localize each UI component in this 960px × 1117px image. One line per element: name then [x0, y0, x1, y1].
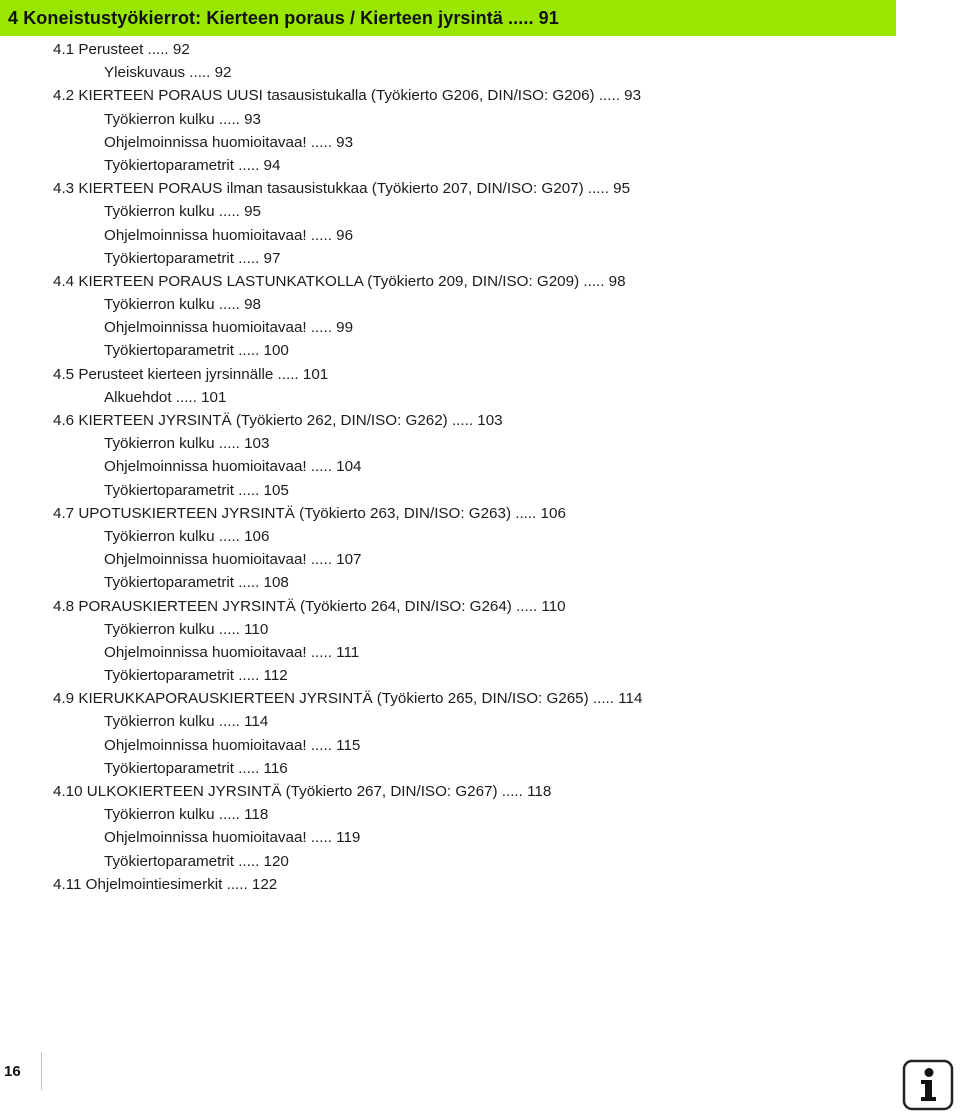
toc-subsection-entry[interactable]: Yleiskuvaus ..... 92 [104, 64, 232, 82]
toc-subsection-entry[interactable]: Ohjelmoinnissa huomioitavaa! ..... 115 [104, 736, 361, 754]
toc-subsection-entry[interactable]: Työkiertoparametrit ..... 100 [104, 342, 289, 360]
toc-subsection-entry[interactable]: Ohjelmoinnissa huomioitavaa! ..... 119 [104, 829, 361, 847]
toc-section-entry[interactable]: 4.2 KIERTEEN PORAUS UUSI tasausistukalla (Työkierto G206, DIN/ISO: G206) ..... 93 [53, 87, 642, 105]
toc-subsection-entry[interactable]: Ohjelmoinnissa huomioitavaa! ..... 107 [104, 551, 362, 569]
toc-subsection-entry[interactable]: Työkiertoparametrit ..... 94 [104, 156, 281, 174]
toc-subsection-entry[interactable]: Työkierron kulku ..... 95 [104, 203, 262, 221]
toc-subsection-entry[interactable]: Työkiertoparametrit ..... 97 [104, 249, 281, 267]
page-number: 16 [0, 1052, 42, 1090]
toc-subsection-entry[interactable]: Työkierron kulku ..... 110 [104, 620, 269, 638]
toc-section-entry[interactable]: 4.4 KIERTEEN PORAUS LASTUNKATKOLLA (Työkierto 209, DIN/ISO: G209) ..... 98 [53, 272, 626, 290]
toc-subsection-entry[interactable]: Alkuehdot ..... 101 [104, 388, 227, 406]
toc-subsection-entry[interactable]: Työkierron kulku ..... 118 [104, 806, 269, 824]
toc-subsection-entry[interactable]: Ohjelmoinnissa huomioitavaa! ..... 96 [104, 226, 354, 244]
toc-subsection-entry[interactable]: Ohjelmoinnissa huomioitavaa! ..... 99 [104, 319, 354, 337]
toc-subsection-entry[interactable]: Työkierron kulku ..... 98 [104, 296, 262, 314]
toc-subsection-entry[interactable]: Ohjelmoinnissa huomioitavaa! ..... 111 [104, 643, 360, 661]
toc-section-entry[interactable]: 4.7 UPOTUSKIERTEEN JYRSINTÄ (Työkierto 263, DIN/ISO: G263) ..... 106 [53, 504, 566, 522]
toc-subsection-entry[interactable]: Työkiertoparametrit ..... 105 [104, 481, 289, 499]
toc-section-entry[interactable]: 4.1 Perusteet ..... 92 [53, 41, 190, 58]
toc-subsection-entry[interactable]: Työkiertoparametrit ..... 108 [104, 574, 289, 592]
toc-subsection-entry[interactable]: Työkiertoparametrit ..... 120 [104, 852, 289, 870]
toc-subsection-entry[interactable]: Työkierron kulku ..... 114 [104, 713, 269, 731]
toc-section-entry[interactable]: 4.9 KIERUKKAPORAUSKIERTEEN JYRSINTÄ (Työkierto 265, DIN/ISO: G265) ..... 114 [53, 690, 643, 708]
info-icon-graphic [902, 1059, 954, 1111]
toc-subsection-entry[interactable]: Työkiertoparametrit ..... 112 [104, 667, 288, 685]
toc-subsection-entry[interactable]: Työkierron kulku ..... 106 [104, 527, 270, 545]
toc-subsection-entry[interactable]: Ohjelmoinnissa huomioitavaa! ..... 104 [104, 458, 362, 476]
toc-section-entry[interactable]: 4.6 KIERTEEN JYRSINTÄ (Työkierto 262, DIN/ISO: G262) ..... 103 [53, 412, 503, 429]
toc-subsection-entry[interactable]: Työkierron kulku ..... 93 [104, 110, 262, 128]
toc-subsection-entry[interactable]: Ohjelmoinnissa huomioitavaa! ..... 93 [104, 133, 354, 151]
chapter-title-banner[interactable]: 4 Koneistustyökierrot: Kierteen poraus / Kierteen jyrsintä ..... 91 [0, 0, 896, 36]
toc-section-entry[interactable]: 4.3 KIERTEEN PORAUS ilman tasausistukkaa (Työkierto 207, DIN/ISO: G207) ..... 95 [53, 180, 631, 198]
toc-subsection-entry[interactable]: Työkierron kulku ..... 103 [104, 435, 270, 453]
toc-section-entry[interactable]: 4.10 ULKOKIERTEEN JYRSINTÄ (Työkierto 267, DIN/ISO: G267) ..... 118 [53, 783, 552, 800]
toc-section-entry[interactable]: 4.11 Ohjelmointiesimerkit ..... 122 [53, 875, 278, 893]
toc-section-entry[interactable]: 4.5 Perusteet kierteen jyrsinnälle ..... 101 [53, 365, 329, 383]
toc-subsection-entry[interactable]: Työkiertoparametrit ..... 116 [104, 759, 288, 777]
table-of-contents [0, 38, 880, 896]
info-icon[interactable] [902, 1059, 954, 1111]
toc-section-entry[interactable]: 4.8 PORAUSKIERTEEN JYRSINTÄ (Työkierto 264, DIN/ISO: G264) ..... 110 [53, 597, 566, 615]
